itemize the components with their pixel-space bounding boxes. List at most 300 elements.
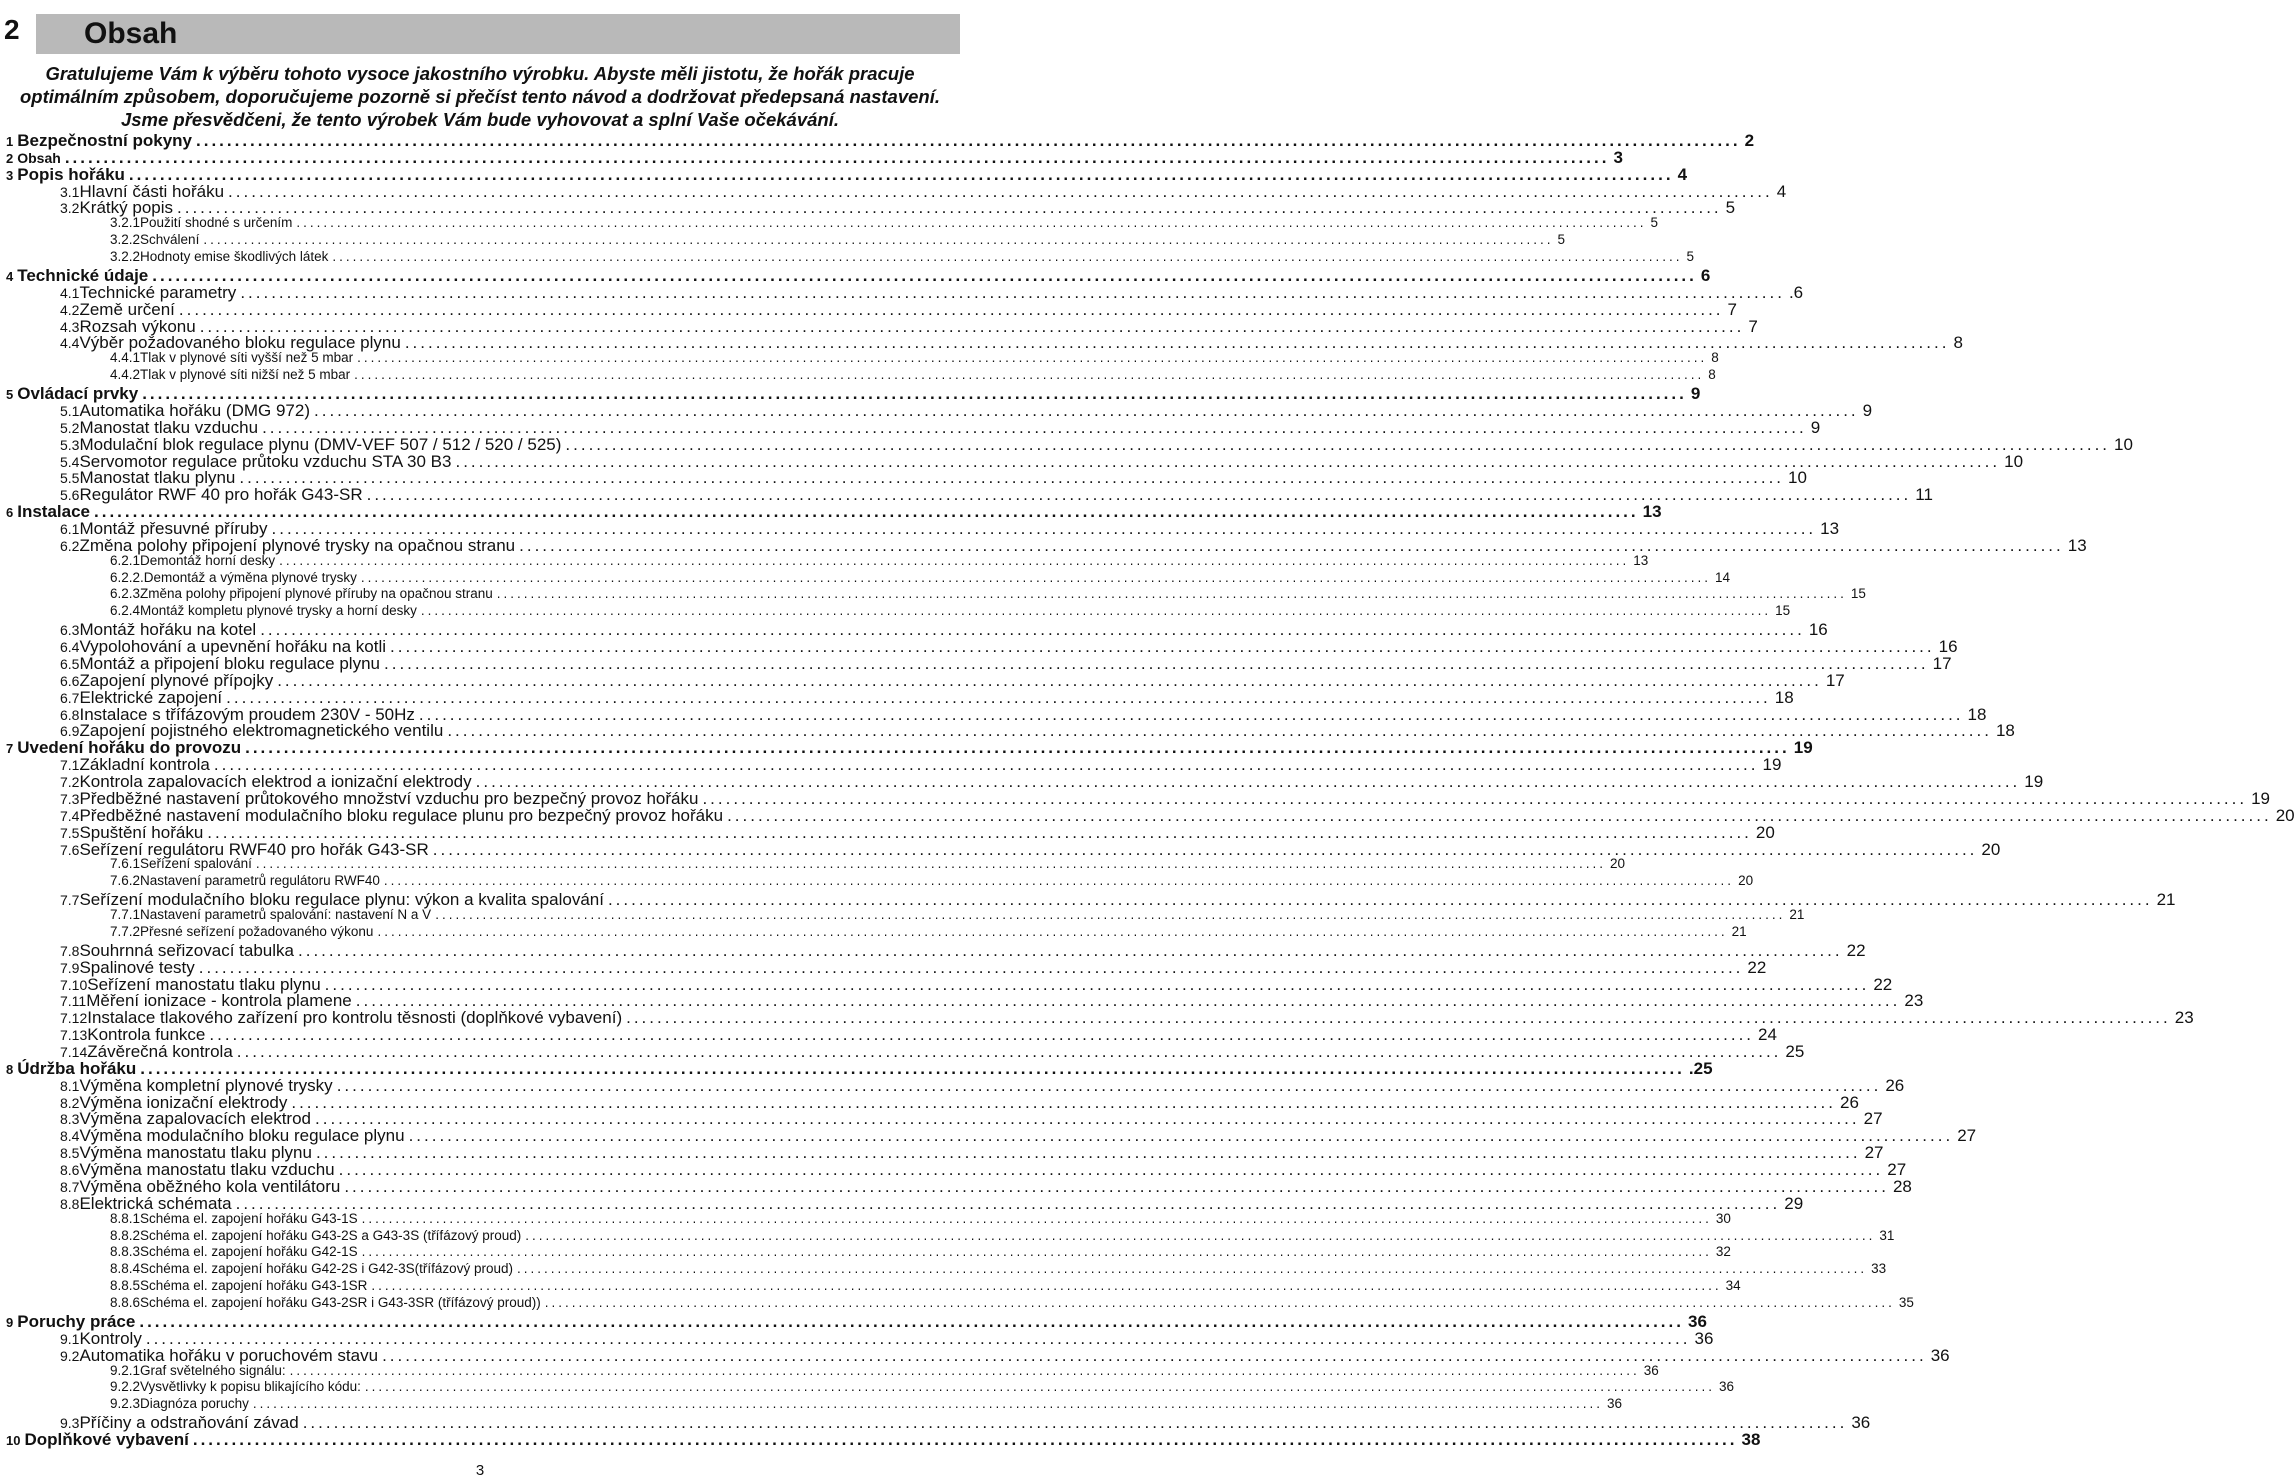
toc-entry-title: Technické parametry bbox=[79, 283, 237, 302]
toc-entry-number: 8.8 bbox=[60, 1196, 80, 1212]
toc-entry-number: 5.2 bbox=[60, 420, 80, 436]
toc-entry-number: 6.2 bbox=[60, 538, 80, 554]
toc-entry[interactable] bbox=[0, 603, 1791, 618]
dot-leader: ........................................................................................................................................................................................................ bbox=[203, 232, 1554, 247]
toc-entry-title: Spuštění hořáku bbox=[79, 823, 204, 842]
dot-leader: ........................................................................................................................................................................................................ bbox=[525, 1228, 1876, 1243]
toc-entry-number: 3 bbox=[6, 168, 14, 183]
toc-entry[interactable] bbox=[0, 907, 1805, 922]
toc-entry-title: Použití shodné s určením bbox=[140, 215, 293, 230]
toc-entry-title: Změna polohy připojení plynové příruby na opačnou stranu bbox=[140, 586, 493, 601]
toc-entry-number: 5.4 bbox=[60, 454, 80, 470]
toc-entry-title: Kontroly bbox=[79, 1329, 142, 1348]
dot-leader: ........................................................................................................................................................................................................ bbox=[383, 873, 1735, 888]
toc-entry-page: 17 bbox=[1825, 671, 1845, 690]
dot-leader: ........................................................................................................................................................................................................ bbox=[364, 1379, 1716, 1394]
intro-paragraph bbox=[0, 62, 960, 131]
dot-leader: ........................................................................................................................................................................................................ bbox=[324, 975, 1870, 994]
toc-entry-number: 7.10 bbox=[60, 977, 88, 993]
toc-entry-page: 21 bbox=[2156, 890, 2176, 909]
toc-entry-page: 21 bbox=[1731, 924, 1747, 939]
toc-entry-number: 7.6 bbox=[60, 842, 80, 858]
toc-entry-title: Bezpečnostní pokyny bbox=[17, 131, 192, 150]
toc-entry-title: Zapojení plynové přípojky bbox=[79, 671, 274, 690]
toc-entry-number: 6.7 bbox=[60, 690, 80, 706]
dot-leader: ........................................................................................................................................................................................................ bbox=[420, 603, 1772, 618]
toc-entry-page: 36 bbox=[1719, 1379, 1735, 1394]
toc-entry-number: 6.5 bbox=[60, 656, 80, 672]
toc-entry-page: 27 bbox=[1863, 1109, 1883, 1128]
toc-entry-page: 19 bbox=[2024, 772, 2044, 791]
dot-leader: ........................................................................................................................................................................................................ bbox=[177, 198, 1722, 217]
toc-entry-number: 7 bbox=[6, 741, 14, 756]
toc-entry-number: 8.5 bbox=[60, 1145, 80, 1161]
toc-entry-number: 6.3 bbox=[60, 622, 80, 638]
intro-line: optimálním způsobem, doporučujeme pozorně si přečíst tento návod a dodržovat předepsaná nastavení. bbox=[19, 86, 941, 107]
dot-leader: ........................................................................................................................................................................................................ bbox=[516, 1261, 1868, 1276]
toc-entry-title: Seřízení manostatu tlaku plynu bbox=[87, 975, 321, 994]
dot-leader: ........................................................................................................................................................................................................ bbox=[565, 435, 2111, 454]
toc-entry-page: 38 bbox=[1741, 1430, 1761, 1449]
dot-leader: ........................................................................................................................................................................................................ bbox=[192, 1430, 1738, 1449]
toc-entry-title: Diagnóza poruchy bbox=[140, 1396, 249, 1411]
toc-entry-page: 10 bbox=[1788, 468, 1807, 487]
dot-leader: ........................................................................................................................................................................................................ bbox=[245, 738, 1790, 757]
dot-leader: ........................................................................................................................................................................................................ bbox=[315, 1143, 1861, 1162]
dot-leader: ........................................................................................................................................................................................................ bbox=[475, 772, 2021, 791]
dot-leader: ........................................................................................................................................................................................................ bbox=[271, 519, 1817, 538]
toc-entry-number: 3.2.2 bbox=[110, 232, 141, 247]
toc-entry[interactable] bbox=[0, 1211, 1731, 1226]
toc-entry[interactable] bbox=[0, 1295, 1914, 1310]
dot-leader: ........................................................................................................................................................................................................ bbox=[390, 637, 1935, 656]
dot-leader: ........................................................................................................................................................................................................ bbox=[291, 1093, 1836, 1112]
toc-entry-title: Seřízení regulátoru RWF40 pro hořák G43-SR bbox=[79, 840, 429, 859]
toc-entry-page: 34 bbox=[1725, 1278, 1741, 1293]
toc-entry-title: Výměna manostatu tlaku vzduchu bbox=[79, 1160, 335, 1179]
toc-entry-number: 8.8.2 bbox=[110, 1228, 141, 1243]
toc-entry-number: 6.6 bbox=[60, 673, 80, 689]
toc-entry-title: Krátký popis bbox=[79, 198, 174, 217]
toc-entry-number: 6.2.2. bbox=[110, 570, 144, 585]
toc-entry-page: 16 bbox=[1938, 637, 1958, 656]
toc-entry-title: Vysvětlivky k popisu blikajícího kódu: bbox=[140, 1379, 361, 1394]
toc-entry-title: Schválení bbox=[140, 232, 200, 247]
toc-entry-number: 5.1 bbox=[60, 403, 80, 419]
toc-entry[interactable] bbox=[0, 249, 1695, 264]
toc-entry-title: Základní kontrola bbox=[79, 755, 210, 774]
toc-entry-number: 4.4 bbox=[60, 335, 80, 351]
toc-entry-title: Výměna zapalovacích elektrod bbox=[79, 1109, 311, 1128]
toc-entry-number: 3.2.1 bbox=[110, 215, 141, 230]
toc-entry-page: 7 bbox=[1727, 300, 1738, 319]
toc-entry-title: Manostat tlaku plynu bbox=[79, 468, 236, 487]
dot-leader: ........................................................................................................................................................................................................ bbox=[226, 688, 1771, 707]
toc-entry-number: 7.2 bbox=[60, 774, 80, 790]
toc-entry-page: 22 bbox=[1873, 975, 1893, 994]
dot-leader: ........................................................................................................................................................................................................ bbox=[178, 300, 1724, 319]
toc-entry-page: 26 bbox=[1885, 1076, 1905, 1095]
toc-entry-page: 7 bbox=[1748, 317, 1758, 336]
toc-entry-page: 28 bbox=[1892, 1177, 1912, 1196]
toc-entry-page: 36 bbox=[1643, 1363, 1659, 1378]
dot-leader: ........................................................................................................................................................................................................ bbox=[209, 1025, 1755, 1044]
toc-entry-title: Předběžné nastavení modulačního bloku regulace plunu pro bezpečný provoz hořáku bbox=[79, 806, 724, 825]
dot-leader: ........................................................................................................................................................................................................ bbox=[382, 1346, 1927, 1365]
toc-entry-page: 13 bbox=[2067, 536, 2087, 555]
toc-entry-title: Doplňkové vybavení bbox=[24, 1430, 189, 1449]
toc-entry-number: 7.13 bbox=[60, 1027, 88, 1043]
dot-leader: ........................................................................................................................................................................................................ bbox=[360, 570, 1712, 585]
dot-leader: ........................................................................................................................................................................................................ bbox=[354, 367, 1705, 382]
toc-entry[interactable] bbox=[0, 350, 1719, 365]
toc-entry-title: Údržba hořáku bbox=[17, 1059, 137, 1078]
toc-entry-page: 5 bbox=[1557, 232, 1565, 247]
toc-entry-number: 7.7 bbox=[60, 892, 80, 908]
toc-entry-number: 6.2.1 bbox=[110, 553, 141, 568]
dot-leader: ........................................................................................................................................................................................................ bbox=[361, 1211, 1712, 1226]
toc-entry[interactable] bbox=[0, 924, 1747, 939]
toc-entry-title: Schéma el. zapojení hořáku G43-2S a G43-3S (třífázový proud) bbox=[140, 1228, 522, 1243]
toc-entry[interactable] bbox=[0, 367, 1716, 382]
dot-leader: ........................................................................................................................................................................................................ bbox=[315, 1109, 1860, 1128]
toc-entry-number: 8.8.1 bbox=[110, 1211, 141, 1226]
toc-entry-page: 8 bbox=[1711, 350, 1719, 365]
toc-entry-title: Manostat tlaku vzduchu bbox=[79, 418, 259, 437]
toc-entry-number: 8.4 bbox=[60, 1128, 80, 1144]
toc-entry-number: 9.1 bbox=[60, 1331, 80, 1347]
toc-entry-number: 4.3 bbox=[60, 319, 80, 335]
dot-leader: ........................................................................................................................................................................................................ bbox=[338, 1160, 1884, 1179]
toc-entry[interactable] bbox=[0, 1430, 1761, 1450]
toc-entry-number: 3.1 bbox=[60, 184, 80, 200]
toc-entry-title: Seřízení spalování bbox=[140, 856, 252, 871]
toc-entry-title: Závěrečná kontrola bbox=[87, 1042, 233, 1061]
dot-leader: ........................................................................................................................................................................................................ bbox=[607, 890, 2153, 909]
toc-entry[interactable] bbox=[0, 232, 1565, 247]
toc-entry-page: 19 bbox=[1762, 755, 1782, 774]
dot-leader: ........................................................................................................................................................................................................ bbox=[519, 536, 2064, 555]
toc-entry-page: 20 bbox=[1610, 856, 1626, 871]
toc-entry-number: 9 bbox=[6, 1315, 14, 1330]
toc-entry-number: 6 bbox=[6, 505, 14, 520]
toc-entry-title: Montáž přesuvné příruby bbox=[79, 519, 268, 538]
toc-entry-number: 6.8 bbox=[60, 707, 80, 723]
toc-entry[interactable] bbox=[0, 873, 1754, 888]
dot-leader: ........................................................................................................................................................................................................ bbox=[260, 620, 1805, 639]
toc-entry-page: 4 bbox=[1677, 165, 1688, 184]
dot-leader: ........................................................................................................................................................................................................ bbox=[355, 991, 1901, 1010]
toc-entry[interactable] bbox=[0, 215, 1659, 230]
toc-entry-page: 21 bbox=[1789, 907, 1805, 922]
toc-entry-page: 22 bbox=[1846, 941, 1866, 960]
toc-entry-number: 7.6.1 bbox=[110, 856, 141, 871]
toc-entry-number: 2 bbox=[6, 151, 14, 166]
dot-leader: ........................................................................................................................................................................................................ bbox=[455, 452, 2001, 471]
toc-entry-number: 7.1 bbox=[60, 757, 80, 773]
toc-entry-title: Elektrická schémata bbox=[79, 1194, 232, 1213]
toc-entry-title: Měření ionizace - kontrola plamene bbox=[86, 991, 352, 1010]
toc-entry-title: Uvedení hořáku do provozu bbox=[17, 738, 242, 757]
dot-leader: ........................................................................................................................................................................................................ bbox=[279, 553, 1630, 568]
toc-entry-title: Ovládací prvky bbox=[17, 384, 139, 403]
toc-entry-number: 4.1 bbox=[60, 285, 80, 301]
toc-entry-number: 5.6 bbox=[60, 487, 80, 503]
toc-entry-title: Výběr požadovaného bloku regulace plynu bbox=[79, 333, 401, 352]
toc-entry-number: 8 bbox=[6, 1062, 14, 1077]
toc-entry-page: 22 bbox=[1747, 958, 1767, 977]
toc-entry-title: Výměna manostatu tlaku plynu bbox=[79, 1143, 312, 1162]
toc-entry-number: 8.8.6 bbox=[110, 1295, 141, 1310]
toc-entry-page: 30 bbox=[1715, 1211, 1731, 1226]
toc-entry-title: Výměna ionizační elektrody bbox=[79, 1093, 288, 1112]
toc-entry[interactable] bbox=[0, 1379, 1735, 1394]
toc-entry-number: 5.5 bbox=[60, 470, 80, 486]
toc-entry-page: 8 bbox=[1708, 367, 1716, 382]
toc-entry-page: 36 bbox=[1930, 1346, 1950, 1365]
toc-entry-number: 6.2.4 bbox=[110, 603, 141, 618]
page-number: 3 bbox=[475, 1462, 485, 1479]
toc-entry-title: Výměna kompletní plynové trysky bbox=[79, 1076, 333, 1095]
dot-leader: ........................................................................................................................................................................................................ bbox=[727, 806, 2272, 825]
dot-leader: ........................................................................................................................................................................................................ bbox=[366, 485, 1912, 504]
toc-entry-page: 14 bbox=[1715, 570, 1731, 585]
toc-entry-number: 7.7.2 bbox=[110, 924, 141, 939]
toc-entry-title: Souhrnná seřizovací tabulka bbox=[79, 941, 294, 960]
dot-leader: ........................................................................................................................................................................................................ bbox=[198, 958, 1744, 977]
dot-leader: ........................................................................................................................................................................................................ bbox=[371, 1278, 1722, 1293]
dot-leader: ........................................................................................................................................................................................................ bbox=[199, 317, 1745, 336]
toc-entry-title: Schéma el. zapojení hořáku G43-1SR bbox=[140, 1278, 368, 1293]
toc-entry-page: 35 bbox=[1898, 1295, 1914, 1310]
dot-leader: ........................................................................................................................................................................................................ bbox=[496, 586, 1847, 601]
dot-leader: ........................................................................................................................................................................................................ bbox=[435, 907, 1786, 922]
toc-entry-title: Země určení bbox=[79, 300, 175, 319]
toc-entry-number: 4 bbox=[6, 269, 14, 284]
dot-leader: ........................................................................................................................................................................................................ bbox=[142, 384, 1687, 403]
dot-leader: ........................................................................................................................................................................................................ bbox=[213, 755, 1759, 774]
toc-entry-number: 7.12 bbox=[60, 1010, 88, 1026]
dot-leader: ........................................................................................................................................................................................................ bbox=[702, 789, 2248, 808]
toc-entry-number: 10 bbox=[6, 1433, 21, 1448]
toc-entry-number: 3.2.2 bbox=[110, 249, 141, 264]
toc-entry-number: 9.2.1 bbox=[110, 1363, 141, 1378]
toc-entry-page: 15 bbox=[1850, 586, 1866, 601]
toc-entry-number: 9.3 bbox=[60, 1415, 80, 1431]
toc-entry[interactable] bbox=[0, 586, 1866, 601]
toc-entry-number: 6.1 bbox=[60, 521, 80, 537]
toc-entry-title: Popis hořáku bbox=[17, 165, 125, 184]
toc-entry[interactable] bbox=[0, 1244, 1731, 1259]
toc-entry-title: Graf světelného signálu: bbox=[140, 1363, 286, 1378]
toc-entry-page: 5 bbox=[1686, 249, 1695, 264]
toc-entry[interactable] bbox=[0, 570, 1731, 585]
toc-entry-title: Montáž kompletu plynové trysky a horní desky bbox=[140, 603, 417, 618]
toc-entry-title: Schéma el. zapojení hořáku G43-1S bbox=[140, 1211, 358, 1226]
toc-entry-title: Nastavení parametrů spalování: nastavení N a V bbox=[140, 907, 432, 922]
dot-leader: ........................................................................................................................................................................................................ bbox=[277, 671, 1822, 690]
toc-entry-page: 29 bbox=[1784, 1194, 1804, 1213]
toc-entry-title: Automatika hořáku (DMG 972) bbox=[79, 401, 311, 420]
dot-leader: ........................................................................................................................................................................................................ bbox=[298, 941, 1843, 960]
toc-entry-title: Montáž a připojení bloku regulace plynu bbox=[79, 654, 380, 673]
toc-entry-page: 15 bbox=[1775, 603, 1791, 618]
toc-entry-page: 13 bbox=[1642, 502, 1662, 521]
toc-entry-page: 6 bbox=[1700, 266, 1711, 285]
dot-leader: ........................................................................................................................................................................................................ bbox=[336, 1076, 1882, 1095]
toc-entry-page: 10 bbox=[2004, 452, 2024, 471]
toc-entry-page: 27 bbox=[1864, 1143, 1884, 1162]
toc-entry-page: 3 bbox=[1613, 148, 1623, 167]
toc-entry-number: 6.9 bbox=[60, 723, 80, 739]
toc-entry-number: 7.7.1 bbox=[110, 907, 141, 922]
toc-entry-title: Rozsah výkonu bbox=[79, 317, 196, 336]
toc-entry-page: 4 bbox=[1776, 182, 1787, 201]
toc-entry-page: 23 bbox=[1904, 991, 1924, 1010]
dot-leader: ........................................................................................................................................................................................................ bbox=[236, 1042, 1782, 1061]
toc-entry-number: 1 bbox=[6, 134, 14, 149]
toc-entry-title: Automatika hořáku v poruchovém stavu bbox=[79, 1346, 379, 1365]
toc-entry-title: Schéma el. zapojení hořáku G42-1S bbox=[140, 1244, 358, 1259]
dot-leader: ........................................................................................................................................................................................................ bbox=[384, 654, 1929, 673]
toc-entry-page: 9 bbox=[1862, 401, 1873, 420]
toc-entry-number: 8.2 bbox=[60, 1095, 80, 1111]
dot-leader: ........................................................................................................................................................................................................ bbox=[344, 1177, 1889, 1196]
toc-entry-number: 9.2 bbox=[60, 1348, 80, 1364]
toc-entry-page: 9 bbox=[1810, 418, 1821, 437]
intro-line: Jsme přesvědčeni, že tento výrobek Vám bude vyhovovat a splní Vaše očekávání. bbox=[120, 109, 840, 130]
dot-leader: ........................................................................................................................................................................................................ bbox=[152, 266, 1697, 285]
toc-entry-number: 8.6 bbox=[60, 1162, 80, 1178]
toc-entry-number: 7.8 bbox=[60, 943, 80, 959]
toc-entry[interactable] bbox=[0, 1261, 1887, 1276]
toc-entry-page: 36 bbox=[1687, 1312, 1707, 1331]
toc-entry-number: 4.2 bbox=[60, 302, 80, 318]
section-number: 2 bbox=[4, 14, 20, 45]
toc-entry-page: 27 bbox=[1887, 1160, 1907, 1179]
dot-leader: ........................................................................................................................................................................................................ bbox=[408, 1126, 1954, 1145]
dot-leader: ........................................................................................................................................................................................................ bbox=[94, 502, 1639, 521]
toc-entry-title: Předběžné nastavení průtokového množství vzduchu pro bezpečný provoz hořáku bbox=[79, 789, 699, 808]
toc-entry[interactable] bbox=[0, 1363, 1659, 1378]
toc-entry-title: Nastavení parametrů regulátoru RWF40 bbox=[140, 873, 380, 888]
intro-line: Gratulujeme Vám k výběru tohoto vysoce jakostního výrobku. Abyste měli jistotu, že hořák pracuje bbox=[45, 63, 915, 84]
dot-leader: ........................................................................................................................................................................................................ bbox=[228, 182, 1773, 201]
toc-entry-number: 7.4 bbox=[60, 808, 80, 824]
toc-entry-title: Poruchy práce bbox=[17, 1312, 136, 1331]
toc-entry-number: 4.4.1 bbox=[110, 350, 141, 365]
dot-leader: ........................................................................................................................................................................................................ bbox=[64, 148, 1610, 167]
dot-leader: ........................................................................................................................................................................................................ bbox=[240, 283, 1785, 302]
toc-entry-page: 19 bbox=[2251, 789, 2271, 808]
toc-entry-page: 27 bbox=[1957, 1126, 1977, 1145]
toc-entry-title: Kontrola zapalovacích elektrod a ionizační elektrody bbox=[79, 772, 472, 791]
dot-leader: ........................................................................................................................................................................................................ bbox=[377, 924, 1728, 939]
toc-entry-number: 8.8.5 bbox=[110, 1278, 141, 1293]
toc-entry-page: 8 bbox=[1953, 333, 1963, 352]
toc-entry[interactable] bbox=[0, 1396, 1623, 1411]
toc-entry-title: Demontáž horní desky bbox=[140, 553, 276, 568]
toc-entry-page: 33 bbox=[1871, 1261, 1887, 1276]
toc-entry-page: 20 bbox=[1981, 840, 2001, 859]
dot-leader: ........................................................................................................................................................................................................ bbox=[139, 1312, 1684, 1331]
dot-leader: ........................................................................................................................................................................................................ bbox=[289, 1363, 1640, 1378]
toc-entry-number: 8.3 bbox=[60, 1111, 80, 1127]
toc-entry-page: 25 bbox=[1785, 1042, 1805, 1061]
dot-leader: ........................................................................................................................................................................................................ bbox=[314, 401, 1859, 420]
toc-entry-number: 7.9 bbox=[60, 960, 80, 976]
toc-entry-page: 24 bbox=[1758, 1025, 1777, 1044]
toc-entry-page: 9 bbox=[1690, 384, 1701, 403]
dot-leader: ........................................................................................................................................................................................................ bbox=[432, 840, 1978, 859]
toc-entry-number: 4.4.2 bbox=[110, 367, 141, 382]
toc-entry-page: 2 bbox=[1744, 131, 1755, 150]
toc-entry-page: .25 bbox=[1688, 1059, 1713, 1078]
toc-entry-number: 6.2.3 bbox=[110, 586, 141, 601]
toc-entry-number: 5.3 bbox=[60, 437, 80, 453]
toc-entry-number: 7.3 bbox=[60, 791, 80, 807]
toc-entry-page: 13 bbox=[1633, 553, 1649, 568]
toc-entry-title: Elektrické zapojení bbox=[79, 688, 223, 707]
toc-entry-title: Seřízení modulačního bloku regulace plynu: výkon a kvalita spalování bbox=[79, 890, 604, 909]
toc-entry-page: 31 bbox=[1879, 1228, 1895, 1243]
toc-entry-page: 17 bbox=[1932, 654, 1952, 673]
dot-leader: ........................................................................................................................................................................................................ bbox=[447, 721, 1992, 740]
toc-entry-number: 9.2.2 bbox=[110, 1379, 141, 1394]
toc-entry-page: 10 bbox=[2114, 435, 2133, 454]
toc-entry[interactable] bbox=[0, 553, 1649, 568]
toc-entry-title: Regulátor RWF 40 pro hořák G43-SR bbox=[79, 485, 363, 504]
dot-leader: ........................................................................................................................................................................................................ bbox=[418, 705, 1964, 724]
page-title: Obsah bbox=[84, 17, 178, 50]
toc-entry-title: Výměna modulačního bloku regulace plynu bbox=[79, 1126, 405, 1145]
toc-entry-title: Příčiny a odstraňování závad bbox=[79, 1413, 299, 1432]
dot-leader: ........................................................................................................................................................................................................ bbox=[145, 1329, 1691, 1348]
dot-leader: ........................................................................................................................................................................................................ bbox=[626, 1008, 2171, 1027]
dot-leader: ........................................................................................................................................................................................................ bbox=[357, 350, 1708, 365]
dot-leader: ........................................................................................................................................................................................................ bbox=[332, 249, 1683, 264]
section-header bbox=[0, 0, 960, 50]
toc-entry-title: Technické údaje bbox=[17, 266, 149, 285]
toc-entry-title: Instalace tlakového zařízení pro kontrolu těsnosti (doplňkové vybavení) bbox=[87, 1008, 623, 1027]
toc-entry-title: Vypolohování a upevnění hořáku na kotli bbox=[79, 637, 386, 656]
toc-entry-page: .6 bbox=[1788, 283, 1804, 302]
dot-leader: ........................................................................................................................................................................................................ bbox=[196, 131, 1741, 150]
toc-entry-number: 7.14 bbox=[60, 1044, 88, 1060]
toc-entry-title: Schéma el. zapojení hořáku G43-2SR i G43-3SR (třífázový proud)) bbox=[140, 1295, 541, 1310]
dot-leader: ........................................................................................................................................................................................................ bbox=[235, 1194, 1781, 1213]
toc-entry-page: 5 bbox=[1725, 198, 1736, 217]
toc-entry-title: Spalinové testy bbox=[79, 958, 195, 977]
toc-entry-page: 20 bbox=[2275, 806, 2295, 825]
dot-leader: ........................................................................................................................................................................................................ bbox=[361, 1244, 1712, 1259]
toc-entry-title: Kontrola funkce bbox=[87, 1025, 206, 1044]
toc-entry-page: 36 bbox=[1694, 1329, 1714, 1348]
toc-entry-title: Přesné seřízení požadovaného výkonu bbox=[140, 924, 374, 939]
toc-entry-page: 32 bbox=[1715, 1244, 1731, 1259]
toc-entry[interactable] bbox=[0, 1228, 1895, 1243]
toc-entry-page: 20 bbox=[1755, 823, 1775, 842]
toc-entry[interactable] bbox=[0, 856, 1626, 871]
toc-entry-title: Výměna oběžného kola ventilátoru bbox=[79, 1177, 341, 1196]
toc-entry-number: 8.8.4 bbox=[110, 1261, 141, 1276]
toc-entry-page: 26 bbox=[1840, 1093, 1859, 1112]
dot-leader: ........................................................................................................................................................................................................ bbox=[544, 1295, 1895, 1310]
toc-entry[interactable] bbox=[0, 1278, 1741, 1293]
toc-entry-title: Montáž hořáku na kotel bbox=[79, 620, 257, 639]
toc-entry-title: Obsah bbox=[17, 150, 61, 166]
dot-leader: ........................................................................................................................................................................................................ bbox=[207, 823, 1752, 842]
